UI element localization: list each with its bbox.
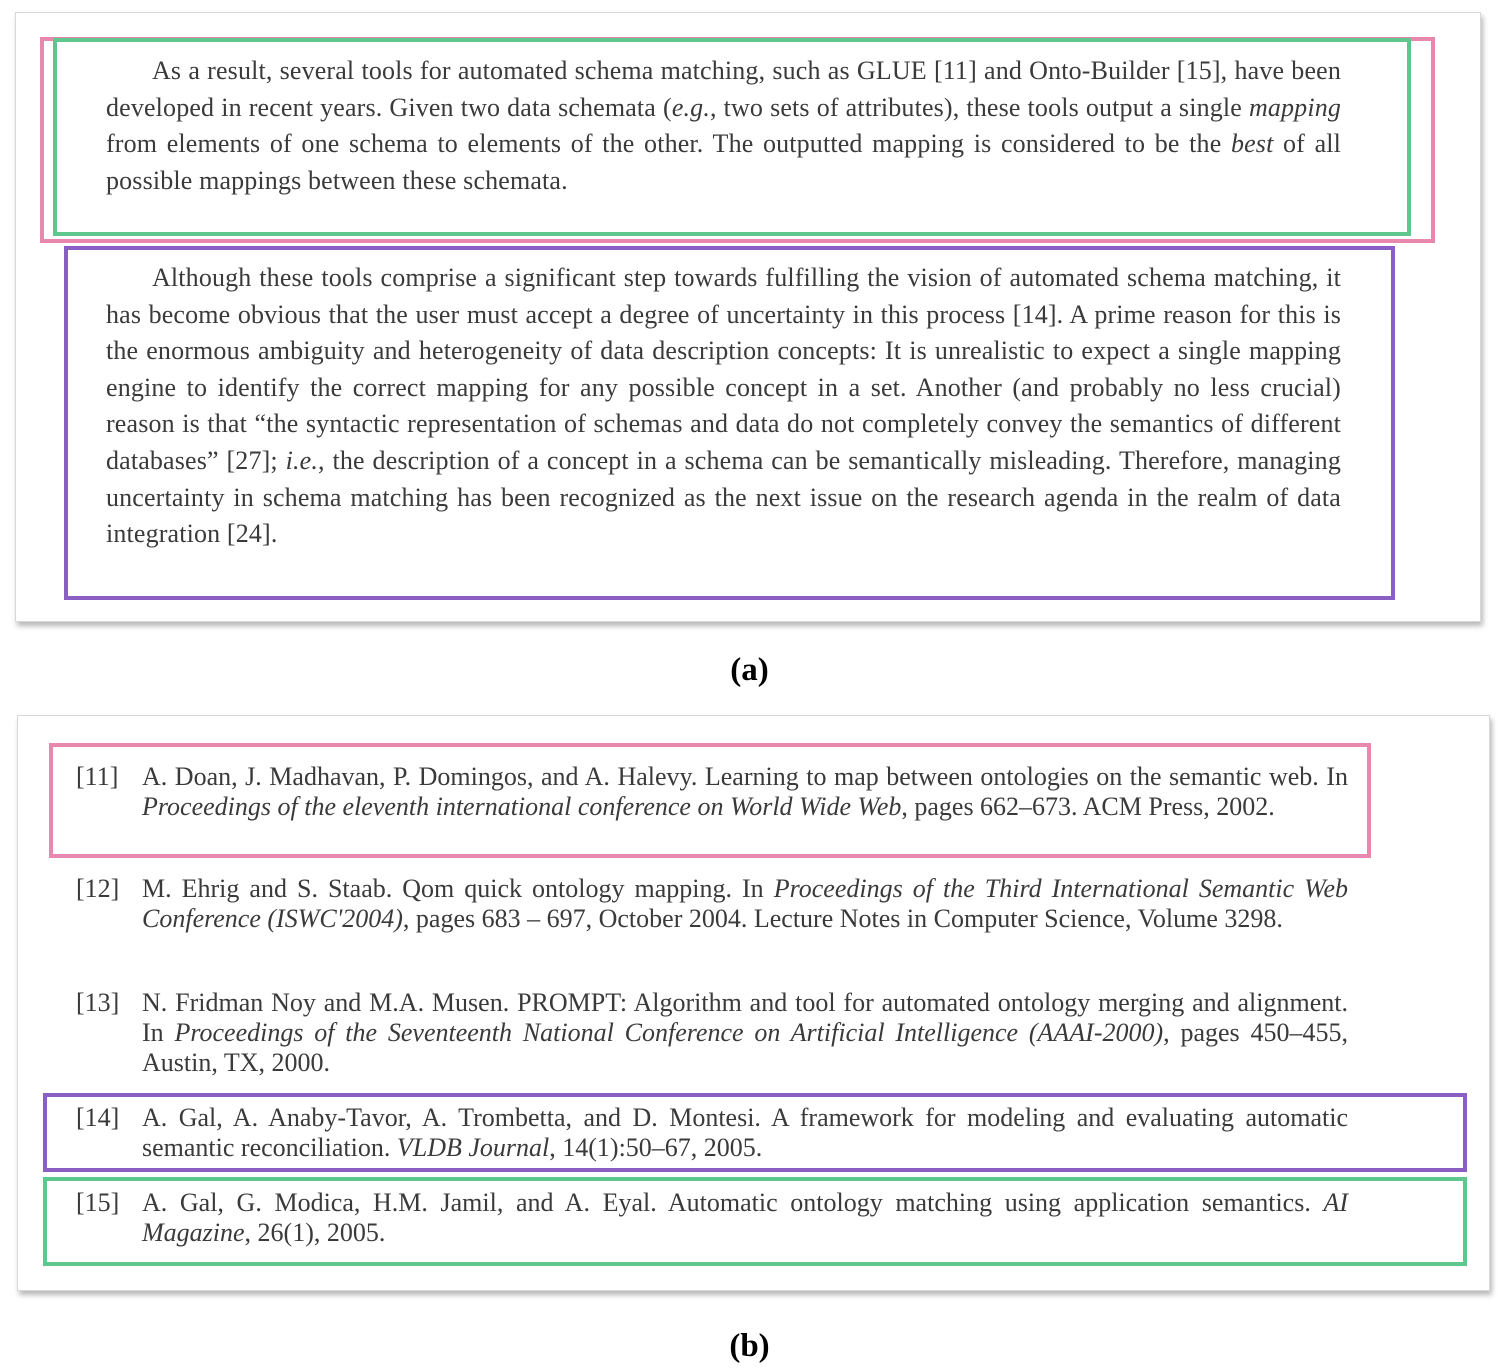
- para2-italic-ie: i.e.: [285, 445, 319, 475]
- reference-venue: Proceedings of the Seventeenth National Conference on Artificial Intelligence (AAAI-2000): [174, 1018, 1164, 1047]
- reference-venue: Proceedings of the Third International Semantic Web Conference (ISWC'2004): [142, 874, 1348, 933]
- reference-text: [142, 874, 1348, 934]
- para1-italic-mapping: mapping: [1248, 92, 1342, 122]
- reference-authors-title: A. Gal, A. Anaby-Tavor, A. Trombetta, and D. Montesi. A framework for modeling and evaluating automatic semantic reconciliation.: [142, 1103, 1348, 1162]
- reference-text: [142, 988, 1348, 1078]
- reference-authors-title: A. Gal, G. Modica, H.M. Jamil, and A. Eyal. Automatic ontology matching using application semantics.: [142, 1188, 1324, 1217]
- reference-number: [13]: [76, 988, 120, 1017]
- reference-authors-title: A. Doan, J. Madhavan, P. Domingos, and A. Halevy. Learning to map between ontologies on the semantic web. In: [142, 762, 1348, 791]
- panel-b-references: [17, 715, 1490, 1291]
- para1-text-4: of all possible mappings between these schemata.: [106, 129, 1342, 195]
- para1-text-3: from elements of one schema to elements of the other. The outputted mapping is considered to be the: [106, 129, 1231, 159]
- reference-details: , 26(1), 2005.: [244, 1218, 386, 1247]
- para2-text-1: Although these tools comprise a significant step towards fulfilling the vision of automated schema matching, it has become obvious that the user must accept a degree of uncertainty in this process [14]. A prime reason for this is the enormous ambiguity and heterogeneity of data description concepts: It is unrealistic to expect a single mapping engine to identify the correct mapping for any possible concept in a set. Another (and probably no less crucial) reason is that “the syntactic representation of schemas and data do not completely convey the semantics of different databases” [27];: [106, 263, 1341, 475]
- reference-authors-title: N. Fridman Noy and M.A. Musen. PROMPT: Algorithm and tool for automated ontology merging and alignment. In: [142, 988, 1348, 1047]
- caption-a: (a): [730, 652, 769, 688]
- reference-authors-title: M. Ehrig and S. Staab. Qom quick ontology mapping. In: [142, 874, 774, 903]
- reference-venue: VLDB Journal: [396, 1133, 550, 1162]
- reference-details: , pages 683 – 697, October 2004. Lecture Notes in Computer Science, Volume 3298.: [402, 904, 1283, 933]
- panel-a-text-excerpt: [15, 12, 1481, 622]
- paragraph-1: [106, 53, 1341, 199]
- reference-number: [12]: [76, 874, 120, 903]
- reference-number: [14]: [76, 1103, 120, 1132]
- reference-text: [142, 1103, 1348, 1163]
- reference-12: [76, 874, 1348, 934]
- reference-text: [142, 1188, 1348, 1248]
- reference-venue: AI Magazine: [142, 1188, 1348, 1247]
- para1-italic-best: best: [1230, 129, 1274, 159]
- para1-text-2: , two sets of attributes), these tools output a single: [709, 92, 1249, 122]
- reference-13: [76, 988, 1348, 1078]
- reference-number: [15]: [76, 1188, 120, 1217]
- reference-text: [142, 762, 1348, 822]
- reference-details: , pages 662–673. ACM Press, 2002.: [901, 792, 1275, 821]
- para2-text-2: , the description of a concept in a schema can be semantically misleading. Therefore, managing uncertainty in schema matching has been recognized as the next issue on the research agenda in the realm of data integration [24].: [106, 445, 1341, 549]
- reference-15: [76, 1188, 1348, 1248]
- reference-details: , 14(1):50–67, 2005.: [549, 1133, 763, 1162]
- paragraph-2: [106, 260, 1341, 553]
- caption-b: (b): [729, 1328, 770, 1364]
- reference-venue: Proceedings of the eleventh international conference on World Wide Web: [142, 792, 902, 821]
- para1-text-1: As a result, several tools for automated schema matching, such as GLUE [11] and Onto-Builder [15], have been developed in recent years. Given two data schemata (: [106, 56, 1341, 122]
- reference-11: [76, 762, 1348, 822]
- reference-14: [76, 1103, 1348, 1163]
- para1-italic-eg: e.g.: [671, 92, 710, 122]
- reference-number: [11]: [76, 762, 119, 791]
- reference-details: , pages 450–455, Austin, TX, 2000.: [142, 1018, 1348, 1077]
